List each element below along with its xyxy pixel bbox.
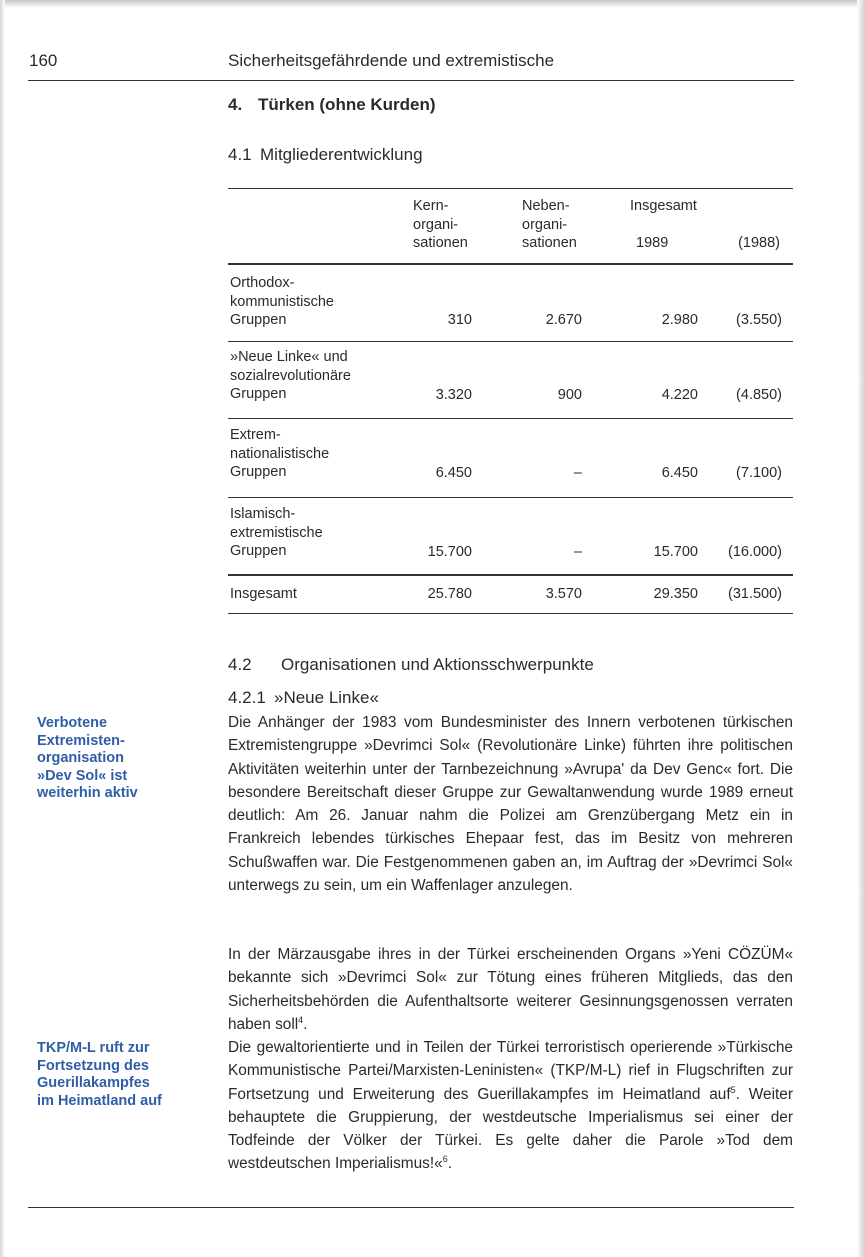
row-label: Orthodox- kommunistische Gruppen bbox=[230, 275, 334, 328]
cell-kern: 3.320 bbox=[435, 387, 472, 403]
section-heading-4-2-1 bbox=[228, 688, 379, 708]
cell-neben: – bbox=[573, 465, 582, 481]
cell-total: 6.450 bbox=[661, 465, 698, 481]
footnote-ref: 5 bbox=[730, 1084, 736, 1095]
page-number: 160 bbox=[29, 51, 58, 70]
cell-kern: 310 bbox=[447, 312, 472, 328]
cell-prev: (16.000) bbox=[727, 544, 782, 560]
col-header-insgesamt: Insgesamt bbox=[630, 198, 697, 214]
col-header-prev-year: (1988) bbox=[738, 235, 780, 251]
paragraph: Die gewaltorientierte und in Teilen der Türkei terroristisch operierende »Türkische Kommunistische Partei/Marxisten-Leninisten« (TKP/M-L) rief in Flugschriften zur Fortsetzung und Erweiterung des Guerillakampfes im Heimatland auf$^5$. Weiter behauptete die Gruppierung, der westdeutsche Imperialismus sei einer der Todfeinde der Völker der Türkei. Es gelte daher die Parole »Tod dem westdeutschen Imperialismus!«$^6$. bbox=[228, 1039, 793, 1173]
section-heading-4-2 bbox=[228, 655, 594, 675]
paragraph-text: . Weiter behauptete die Gruppierung, der westdeutsche Imperialismus sei einer der Todfeinde der Völker der Türkei. Es gelte daher die Parole »Tod dem westdeutschen Imperialismus!« bbox=[228, 1085, 793, 1173]
section-number: 4.2 bbox=[228, 655, 252, 674]
running-head: Sicherheitsgefährdende und extremistische bbox=[228, 51, 555, 70]
row-label: Extrem- nationalistische Gruppen bbox=[230, 427, 330, 480]
row-divider bbox=[228, 418, 793, 419]
section-number: 4.2.1 bbox=[228, 688, 266, 707]
row-label: Insgesamt bbox=[230, 586, 297, 602]
col-header-year: 1989 bbox=[636, 235, 669, 251]
paragraph-text: Die gewaltorientierte und in Teilen der Türkei terroristisch operierende »Türkische Kommunistische Partei/Marxisten-Leninisten« (TKP/M-L) rief in Flugschriften zur Fortsetzung und Erweiterung des Guerillakampfes im Heimatland auf bbox=[228, 1039, 793, 1103]
scan-right-edge bbox=[857, 0, 865, 1257]
row-divider bbox=[228, 497, 793, 498]
section-number: 4.1 bbox=[228, 145, 252, 164]
section-heading-4 bbox=[228, 95, 436, 115]
cell-total: 4.220 bbox=[661, 387, 698, 403]
cell-neben: 900 bbox=[557, 387, 582, 403]
row-label: Islamisch- extremistische Gruppen bbox=[230, 506, 323, 559]
margin-note-tkp-ml: TKP/M-L ruft zur Fortsetzung des Guerillakampfes im Heimatland auf bbox=[37, 1040, 162, 1109]
paragraph: Die Anhänger der 1983 vom Bundesminister des Innern verbotenen türkischen Extremistengruppe »Devrimci Sol« (Revolutionäre Linke) führten ihre politischen Aktivitäten weiterhin unter der Tarnbezeichnung »Avrupa' da Dev Genc« fort. Die besondere Bereitschaft dieser Gruppe zur Gewaltanwendung wurde 1989 erneut deutlich: Am 26. Januar nahm die Polizei am Grenzübergang Metz ein in Frankreich lebendes türkisches Ehepaar fest, das im Besitz von mehreren Schußwaffen war. Die Festgenommenen gaben an, im Auftrag der »Devrimci Sol« unterwegs zu sein, um ein Waffenlager anzulegen. bbox=[228, 714, 793, 895]
total-rule bbox=[228, 574, 793, 576]
header-rule bbox=[28, 80, 794, 81]
cell-prev: (4.850) bbox=[736, 387, 782, 403]
cell-prev: (7.100) bbox=[736, 465, 782, 481]
cell-kern: 25.780 bbox=[427, 586, 472, 602]
footnote-ref: 4 bbox=[298, 1014, 304, 1025]
scan-top-shadow bbox=[0, 0, 865, 8]
cell-total: 2.980 bbox=[661, 312, 698, 328]
row-divider bbox=[228, 341, 793, 342]
cell-kern: 6.450 bbox=[435, 465, 472, 481]
col-header-kern: Kern- organi- sationen bbox=[413, 198, 468, 251]
section-title: Mitgliederentwicklung bbox=[260, 145, 423, 164]
table-top-rule bbox=[228, 188, 793, 189]
row-label: »Neue Linke« und sozialrevolutionäre Gruppen bbox=[230, 349, 351, 402]
paragraph: In der Märzausgabe ihres in der Türkei erscheinenden Organs »Yeni CÖZÜM« bekannte sich »Devrimci Sol« zur Tötung eines früheren Mitglieds, das den Sicherheitsbehörden die Aufenthaltsorte weiterer Gesinnungsgenossen verraten haben soll$^4$. bbox=[228, 946, 793, 1033]
scan-left-edge bbox=[0, 0, 5, 1257]
table-bottom-rule bbox=[228, 613, 793, 614]
section-title: »Neue Linke« bbox=[274, 688, 379, 707]
section-heading-4-1 bbox=[228, 145, 423, 165]
footnote-ref: 6 bbox=[442, 1154, 448, 1165]
cell-neben: – bbox=[573, 544, 582, 560]
footer-rule bbox=[28, 1207, 794, 1208]
section-title: Türken (ohne Kurden) bbox=[258, 95, 436, 114]
table-header-rule bbox=[228, 263, 793, 265]
cell-total: 29.350 bbox=[653, 586, 698, 602]
cell-prev: (3.550) bbox=[736, 312, 782, 328]
section-number: 4. bbox=[228, 95, 243, 114]
cell-kern: 15.700 bbox=[427, 544, 472, 560]
cell-prev: (31.500) bbox=[727, 586, 782, 602]
cell-total: 15.700 bbox=[653, 544, 698, 560]
section-title: Organisationen und Aktionsschwerpunkte bbox=[281, 655, 594, 674]
margin-note-dev-sol: Verbotene Extremisten- organisation »Dev Sol« ist weiterhin aktiv bbox=[37, 715, 138, 801]
cell-neben: 3.570 bbox=[545, 586, 582, 602]
col-header-neben: Neben- organi- sationen bbox=[522, 198, 577, 251]
paragraph-text: In der Märzausgabe ihres in der Türkei erscheinenden Organs »Yeni CÖZÜM« bekannte sich »Devrimci Sol« zur Tötung eines früheren Mitglieds, das den Sicherheitsbehörden die Aufenthaltsorte weiterer Gesinnungsgenossen verraten haben soll bbox=[228, 946, 793, 1033]
cell-neben: 2.670 bbox=[545, 312, 582, 328]
